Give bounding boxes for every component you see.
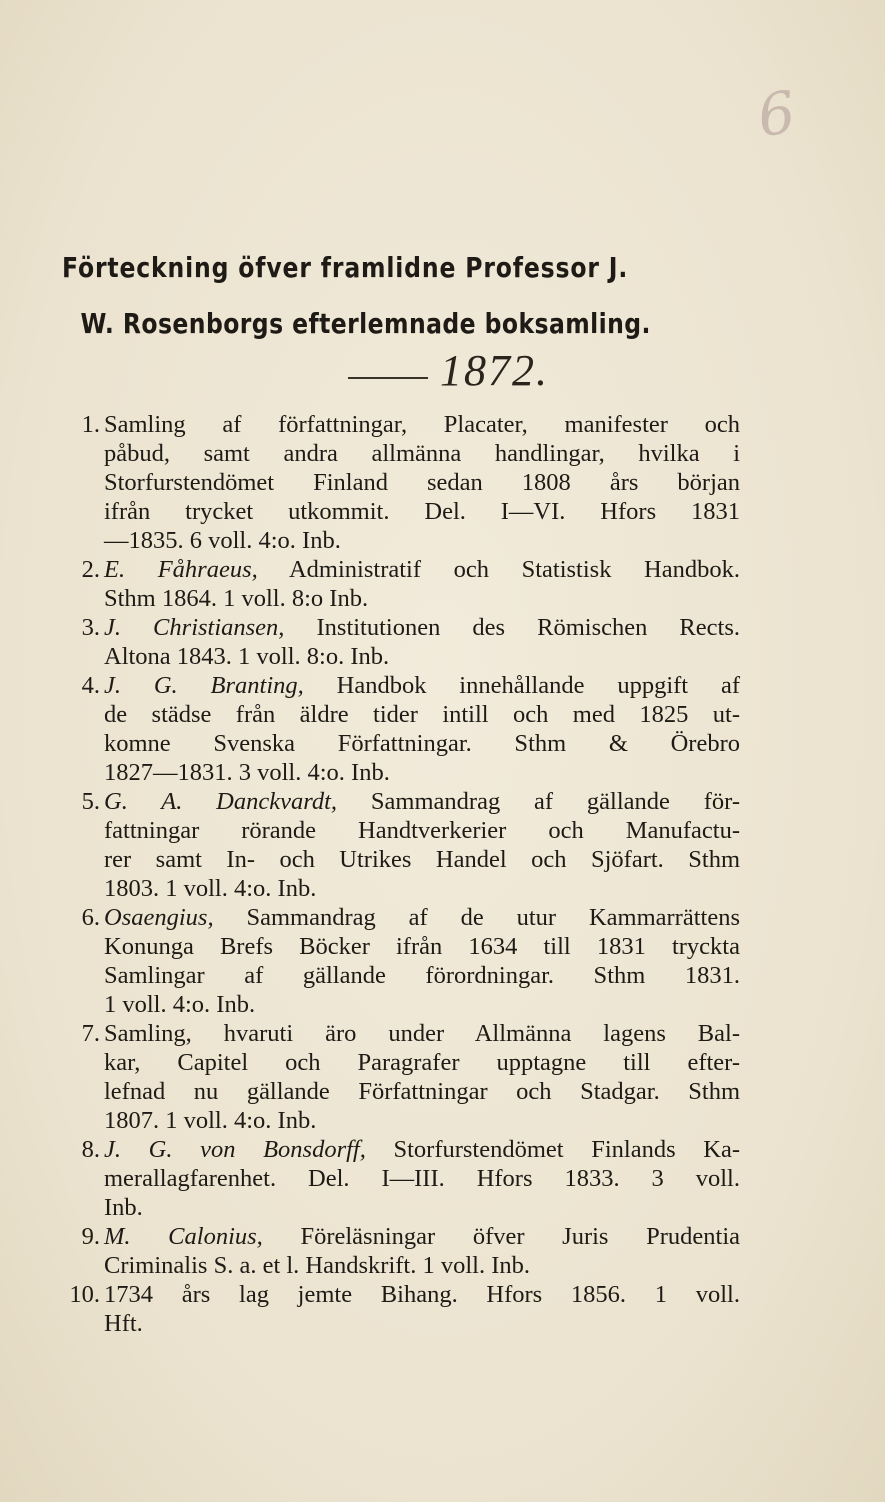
entry-number: 2. (81, 556, 100, 583)
entry-line (104, 700, 740, 729)
entry-author: J. G. von Bonsdorff, (104, 1136, 366, 1163)
entry-author: J. G. Branting, (104, 672, 304, 699)
entry-line (104, 1193, 740, 1222)
entry-line (104, 729, 740, 758)
entry-text: Sammandrag af de utur Kammarrättens (213, 904, 740, 931)
entry-text: lefnad nu gällande Författningar och Stadgar. Sthm (104, 1078, 740, 1105)
entry-text: Samlingar af gällande förordningar. Sthm 1831. (104, 962, 740, 989)
entry-text: kar, Capitel och Paragrafer upptagne till efter- (104, 1049, 740, 1076)
entry-text: Administratif och Statistisk Handbok. (257, 556, 740, 583)
entry-text: Hft. (104, 1310, 143, 1337)
entry-text: komne Svenska Författningar. Sthm & Örebro (104, 730, 740, 757)
entry-line (104, 1048, 740, 1077)
entry-line (104, 584, 740, 613)
catalogue-list (40, 410, 740, 1338)
entry-author: Osaengius, (104, 904, 214, 931)
entry-number: 3. (81, 614, 100, 641)
entry-text: 1803. 1 voll. 4:o. Inb. (104, 875, 317, 902)
handwritten-year: 1872. (440, 346, 549, 395)
entry-author: G. A. Danckvardt, (104, 788, 338, 815)
entry-line (104, 671, 740, 700)
entry-number: 10. (69, 1281, 100, 1308)
entry-line (104, 555, 740, 584)
entry-text: —1835. 6 voll. 4:o. Inb. (104, 527, 341, 554)
catalogue-entry (40, 410, 740, 555)
entry-author: E. Fåhraeus, (104, 556, 258, 583)
entry-line (104, 758, 740, 787)
catalogue-entry (40, 1222, 740, 1280)
entry-line (104, 1077, 740, 1106)
entry-text: påbud, samt andra allmänna handlingar, hvilka i (104, 440, 740, 467)
entry-line (104, 816, 740, 845)
entry-line (104, 1309, 740, 1338)
page-number: 6 (753, 77, 800, 151)
entry-text: Samling af författningar, Placater, manifester och (104, 411, 740, 438)
entry-text: Föreläsningar öfver Juris Prudentia (262, 1223, 740, 1250)
entry-text: Criminalis S. a. et l. Handskrift. 1 voll. Inb. (104, 1252, 530, 1279)
entry-text: 1 voll. 4:o. Inb. (104, 991, 256, 1018)
entry-text: 1827—1831. 3 voll. 4:o. Inb. (104, 759, 390, 786)
entry-number: 4. (81, 672, 100, 699)
catalogue-entry (40, 613, 740, 671)
title-rule (348, 377, 428, 379)
entry-number: 5. (81, 788, 100, 815)
entry-line (104, 439, 740, 468)
entry-author: J. Christiansen, (104, 614, 285, 641)
entry-line (104, 1164, 740, 1193)
entry-line (104, 990, 740, 1019)
entry-number: 7. (81, 1020, 100, 1047)
title-line-1: Förteckning öfver framlidne Professor J. (62, 251, 629, 284)
entry-line (104, 1135, 740, 1164)
entry-line (104, 468, 740, 497)
entry-text: Storfurstendömet Finlands Ka- (365, 1136, 740, 1163)
entry-text: Altona 1843. 1 voll. 8:o. Inb. (104, 643, 390, 670)
entry-text: ifrån trycket utkommit. Del. I—VI. Hfors 1831 (104, 498, 740, 525)
catalogue-entry (40, 1280, 740, 1338)
entry-text: 1807. 1 voll. 4:o. Inb. (104, 1107, 317, 1134)
catalogue-entry (40, 671, 740, 787)
entry-line (104, 1251, 740, 1280)
entry-line (104, 613, 740, 642)
entry-text: 1734 års lag jemte Bihang. Hfors 1856. 1 voll. (104, 1281, 740, 1308)
entry-number: 6. (81, 904, 100, 931)
entry-text: Storfurstendömet Finland sedan 1808 års början (104, 469, 740, 496)
catalogue-entry (40, 787, 740, 903)
catalogue-entry (40, 903, 740, 1019)
entry-text: Inb. (104, 1194, 143, 1221)
entry-line (104, 903, 740, 932)
entry-text: rer samt In- och Utrikes Handel och Sjöfart. Sthm (104, 846, 740, 873)
entry-text: merallagfarenhet. Del. I—III. Hfors 1833. 3 voll. (104, 1165, 740, 1192)
entry-text: Handbok innehållande uppgift af (303, 672, 740, 699)
entry-line (104, 497, 740, 526)
catalogue-entry (40, 1019, 740, 1135)
entry-number: 1. (81, 411, 100, 438)
entry-line (104, 1019, 740, 1048)
entry-text: Sammandrag af gällande för- (337, 788, 741, 815)
catalogue-entry (40, 555, 740, 613)
entry-line (104, 932, 740, 961)
entry-line (104, 1222, 740, 1251)
catalogue-entry (40, 1135, 740, 1222)
entry-text: fattningar rörande Handtverkerier och Manufactu- (104, 817, 740, 844)
entry-text: Samling, hvaruti äro under Allmänna lagens Bal- (104, 1020, 740, 1047)
entry-number: 9. (81, 1223, 100, 1250)
entry-line (104, 961, 740, 990)
entry-line (104, 526, 740, 555)
entry-number: 8. (81, 1136, 100, 1163)
entry-line (104, 845, 740, 874)
entry-line (104, 1106, 740, 1135)
entry-line (104, 787, 740, 816)
entry-text: de städse från äldre tider intill och med 1825 ut- (104, 701, 740, 728)
entry-line (104, 642, 740, 671)
entry-text: Konunga Brefs Böcker ifrån 1634 till 1831 tryckta (104, 933, 740, 960)
entry-author: M. Calonius, (104, 1223, 263, 1250)
page-title (62, 240, 650, 352)
entry-line (104, 1280, 740, 1309)
entry-text: Sthm 1864. 1 voll. 8:o Inb. (104, 585, 369, 612)
entry-line (104, 874, 740, 903)
entry-text: Institutionen des Römischen Rects. (284, 614, 740, 641)
title-line-2: W. Rosenborgs efterlemnade boksamling. (80, 307, 651, 340)
entry-line (104, 410, 740, 439)
